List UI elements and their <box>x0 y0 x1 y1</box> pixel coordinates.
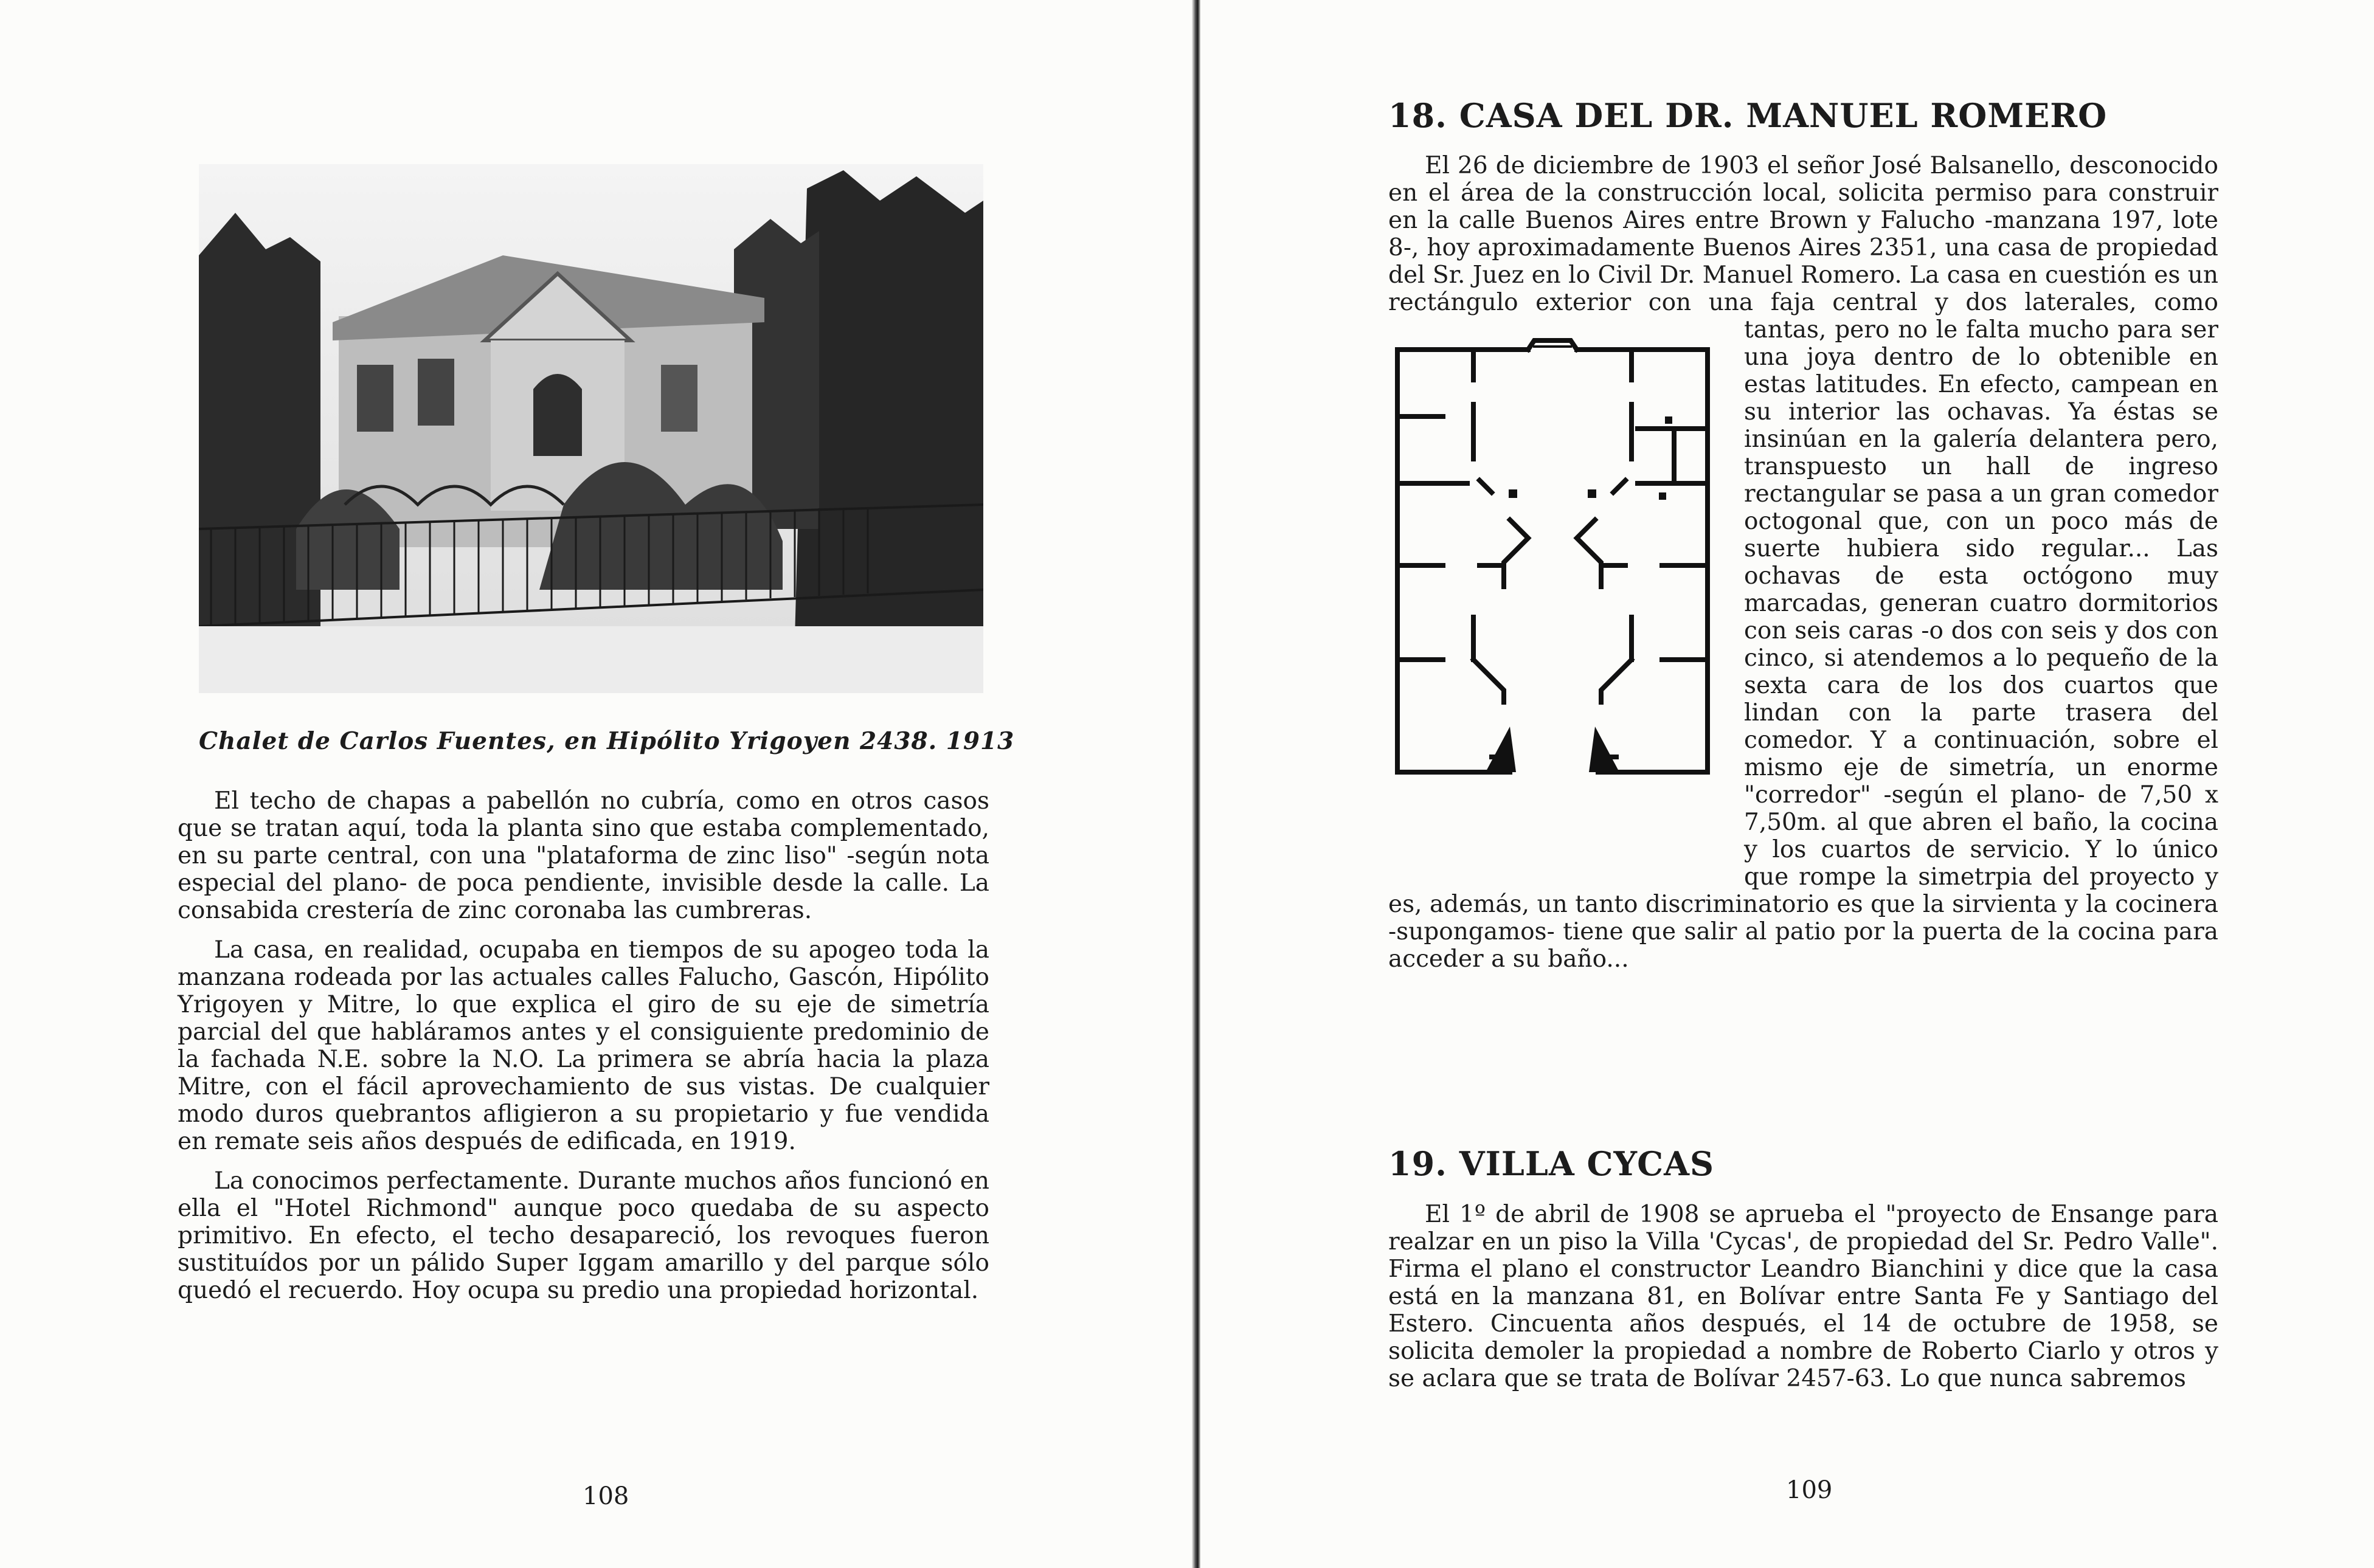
section-19-paragraph: El 1º de abril de 1908 se aprueba el "proyecto de Ensange para realzar en un piso la Villa 'Cycas', de propiedad del Sr. Pedro Valle". Firma el plano el constructor Leandro Bianchini y dice que la casa está en la manzana 81, en Bolívar entre Santa Fe y Santiago del Estero. Cincuenta años después, el 14 de octubre de 1958, se solicita demoler la propiedad a nombre de Roberto Ciarlo y otros y se aclara que se trata de Bolívar 2457-63. Lo que nunca sabremos <box>1388 1201 2218 1392</box>
book-gutter <box>1192 0 1200 1568</box>
photo-caption: Chalet de Carlos Fuentes, en Hipólito Yrigoyen 2438. 1913 <box>199 727 1015 755</box>
page-number-right: 109 <box>1786 1476 1833 1504</box>
left-body-text <box>178 787 989 1316</box>
plan-spacer <box>1388 337 1744 885</box>
section-19-title: 19. VILLA CYCAS <box>1388 1144 1714 1183</box>
left-paragraph-2: La casa, en realidad, ocupaba en tiempos de su apogeo toda la manzana rodeada por las actuales calles Falucho, Gascón, Hipólito Yrigoyen y Mitre, lo que explica el giro de su eje de simetría parcial del que habláramos antes y el consiguiente predominio de la fachada N.E. sobre la N.O. La primera se abría hacia la plaza Mitre, con el fácil aprovechamiento de sus vistas. De cualquier modo duros quebrantos afligieron a su propietario y fue vendida en remate seis años después de edificada, en 1919. <box>178 936 989 1155</box>
chalet-photo <box>199 164 983 693</box>
section-18-text <box>1388 152 2218 973</box>
left-paragraph-1: El techo de chapas a pabellón no cubría, como en otros casos que se tratan aquí, toda la planta sino que estaba complementado, en su parte central, con una "plataforma de zinc liso" -según nota especial del plano- de poca pendiente, invisible desde la calle. La consabida crestería de zinc coronaba las cumbreras. <box>178 787 989 924</box>
section-18-paragraph: El 26 de diciembre de 1903 el señor José Balsanello, desconocido en el área de la construcción local, solicita permiso para construir en la calle Buenos Aires entre Brown y Falucho -manzana 197, lote 8-, hoy aproximadamente Buenos Aires 2351, una casa de propiedad del Sr. Juez en lo Civil Dr. Manuel Romero. La casa en cuestión es un rectángulo exterior con una faja central y dos laterales, como tantas, pero no le falta mucho para ser una joya dentro de lo obtenible en estas latitudes. En efecto, campean en su interior las ochavas. Ya éstas se insinúan en la galería delantera pero, transpuesto un hall de ingreso rectangular se pasa a un gran comedor octogonal que, con un poco más de suerte hubiera sido regular... Las ochavas de esta octógono muy marcadas, generan cuatro dormitorios con seis caras -o dos con seis y dos con cinco, si atendemos a lo pequeño de la sexta cara de los dos cuartos que lindan con la parte trasera del comedor. Y a continuación, sobre el mismo eje de simetría, un enorme "corredor" -según el plano- de 7,50 x 7,50m. al que abren el baño, la cocina y los cuartos de servicio. Y lo único que rompe la simetrpia del proyecto y es, además, un tanto discriminatorio es que la sirvienta y la cocinera -supongamos- tiene que salir al patio por la puerta de la cocina para acceder a su baño... <box>1388 152 2218 973</box>
page-number-left: 108 <box>583 1482 629 1510</box>
section-19-text <box>1388 1201 2218 1392</box>
section-18-title: 18. CASA DEL DR. MANUEL ROMERO <box>1388 96 2108 135</box>
left-paragraph-3: La conocimos perfectamente. Durante muchos años funcionó en ella el "Hotel Richmond" aunque poco quedaba de su aspecto primitivo. En efecto, el techo desapareció, los revoques fueron sustituídos por un pálido Super Iggam amarillo y del parque sólo quedó el recuerdo. Hoy ocupa su predio una propiedad horizontal. <box>178 1167 989 1304</box>
